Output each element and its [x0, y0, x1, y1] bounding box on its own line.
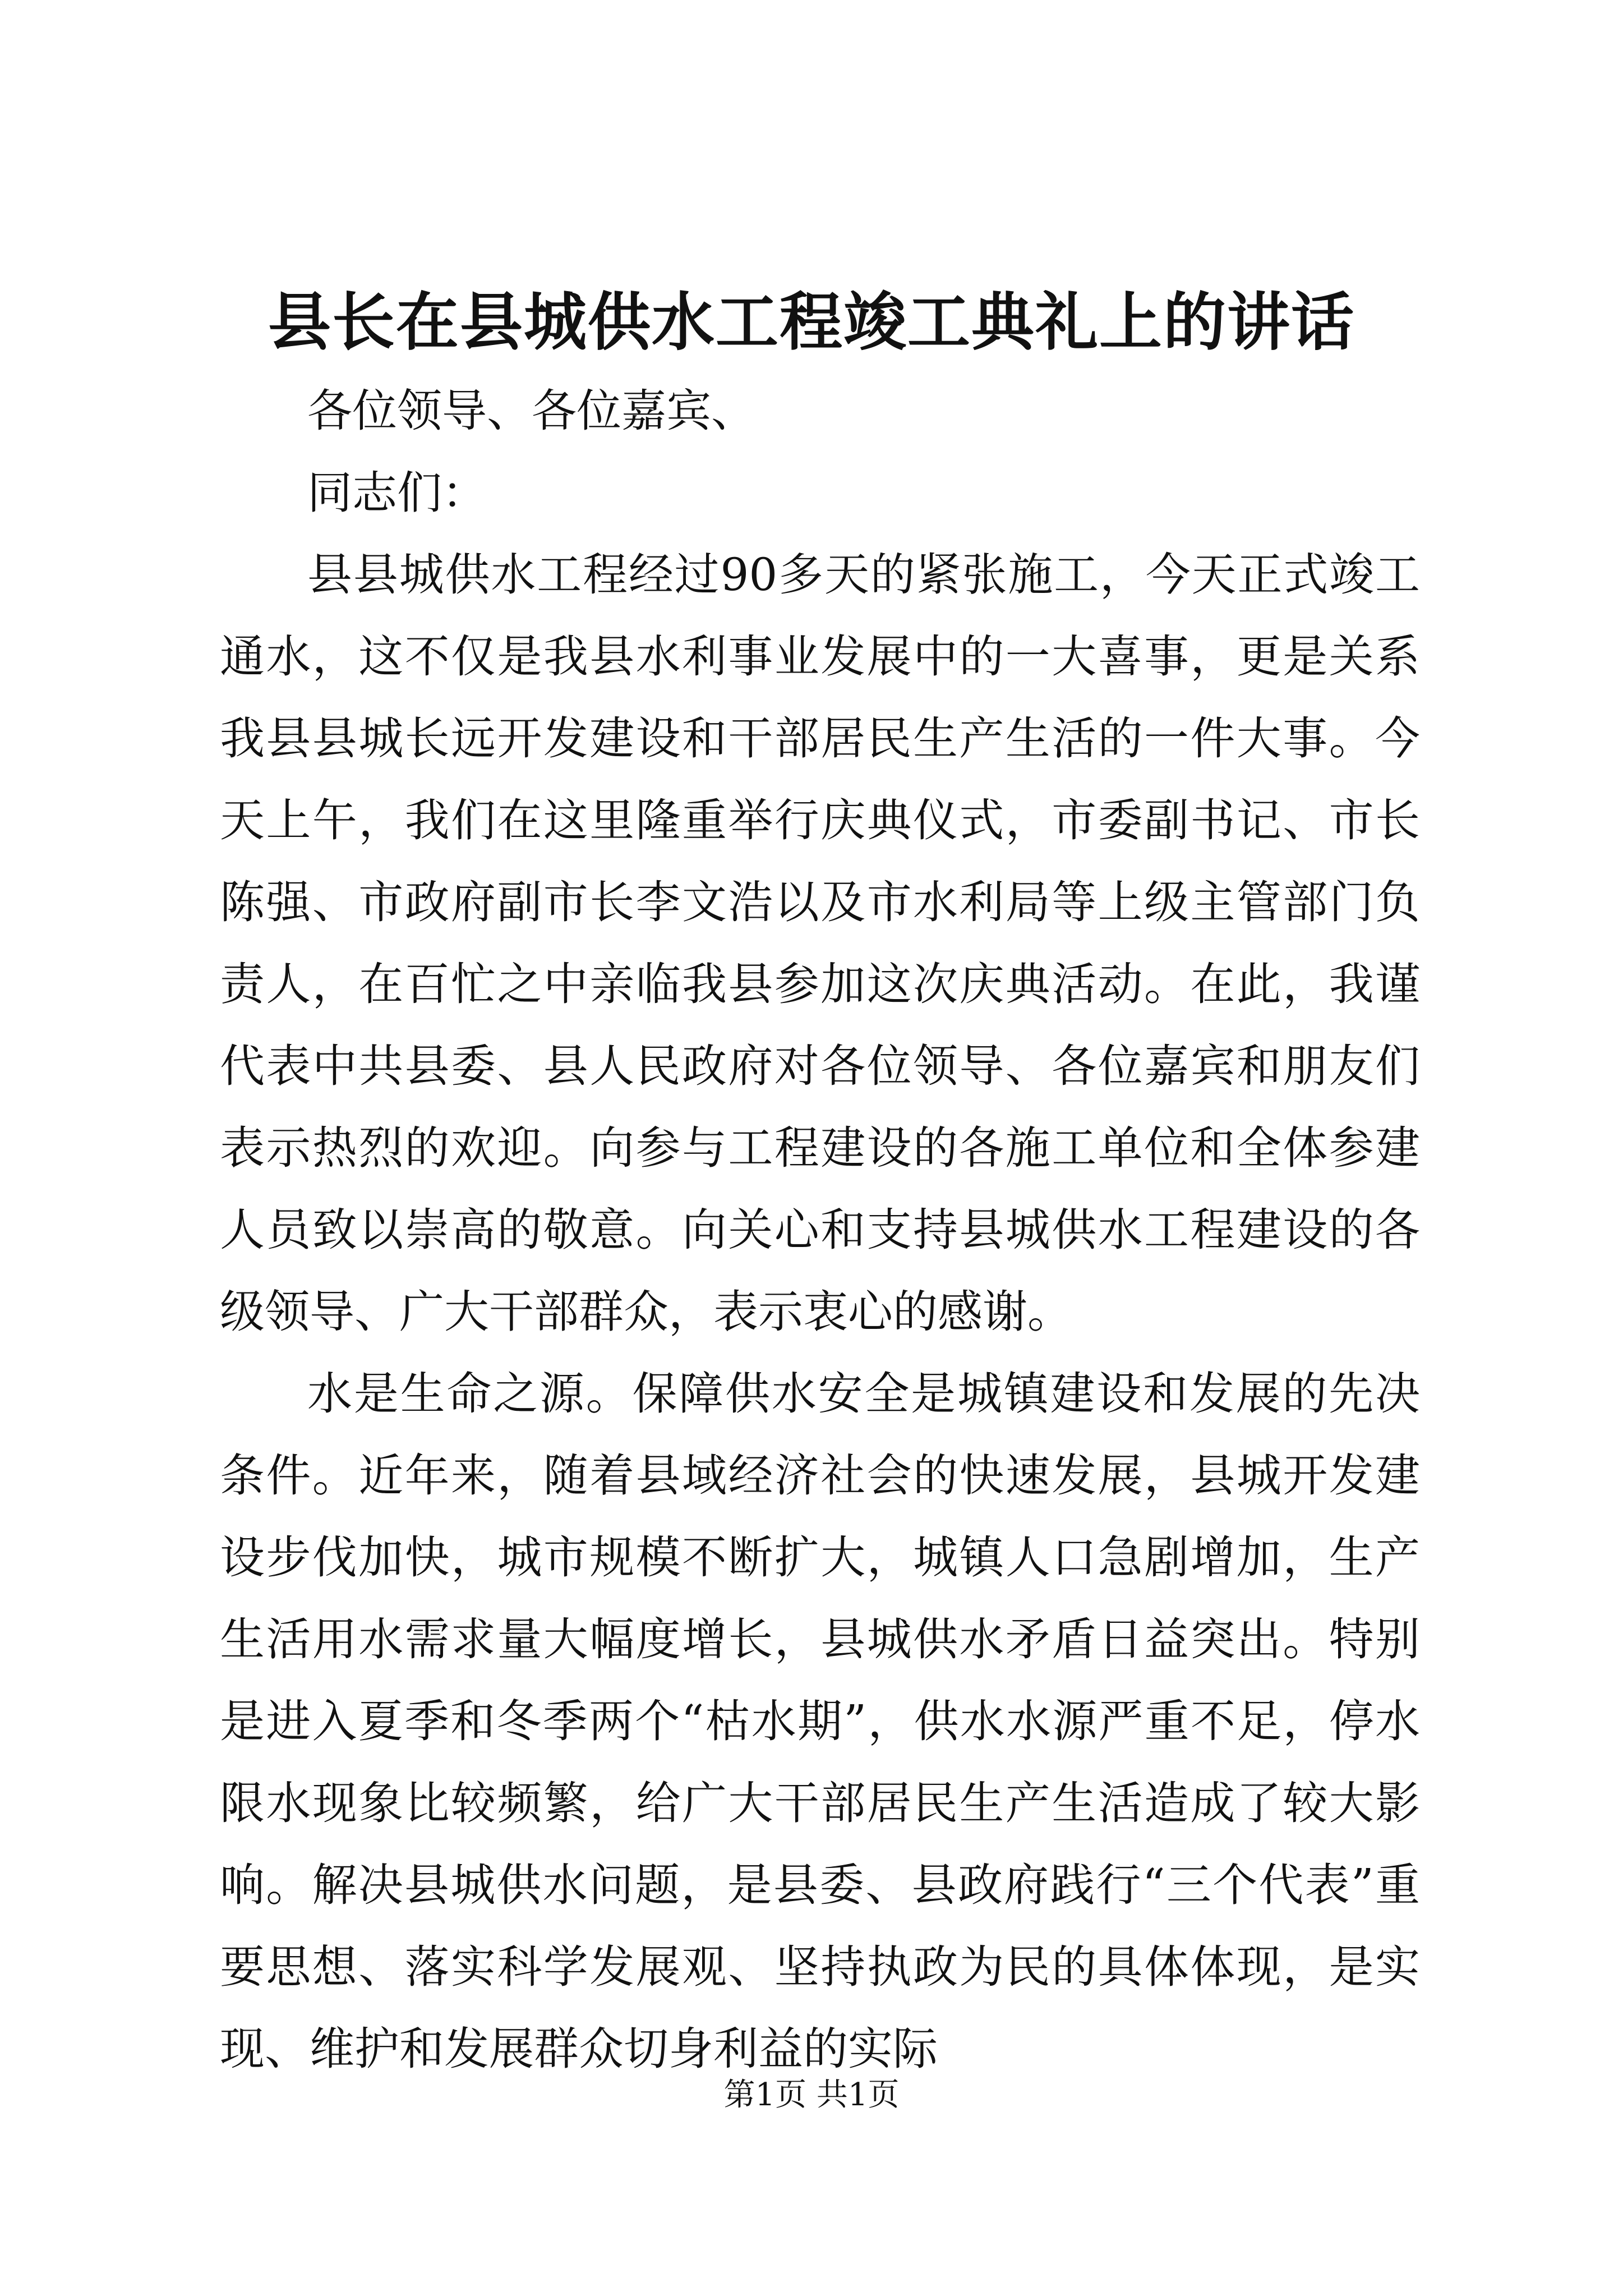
paragraph-2: 水是生命之源。保障供水安全是城镇建设和发展的先决条件。近年来，随着县域经济社会的快速发展，县城开发建设步伐加快，城市规模不断扩大，城镇人口急剧增加，生产生活用水需求量大幅度增长，县城供水矛盾日益突出。特别是进入夏季和冬季两个“枯水期”，供水水源严重不足，停水限水现象比较频繁，给广大干部居民生产生活造成了较大影响。解决县城供水问题，是县委、县政府践行“三个代表”重要思想、落实科学发展观、坚持执政为民的具体体现，是实现、维护和发展群众切身利益的实际	[220, 1368, 1420, 2075]
paragraph-1: 县县城供水工程经过90多天的紧张施工，今天正式竣工通水，这不仅是我县水利事业发展中的一大喜事，更是关系我县县城长远开发建设和干部居民生产生活的一件大事。今天上午，我们在这里隆重举行庆典仪式，市委副书记、市长陈强、市政府副市长李文浩以及市水利局等上级主管部门负责人，在百忙之中亲临我县参加这次庆典活动。在此，我谨代表中共县委、县人民政府对各位领导、各位嘉宾和朋友们表示热烈的欢迎。向参与工程建设的各施工单位和全体参建人员致以崇高的敬意。向关心和支持县城供水工程建设的各级领导、广大干部群众，表示衷心的感谢。	[220, 549, 1420, 1338]
document-body	[220, 370, 1420, 2090]
salutation-line-1: 各位领导、各位嘉宾、	[307, 385, 756, 437]
salutation-line-2: 同志们：	[307, 467, 487, 519]
page-footer: 第1页 共1页	[723, 2077, 900, 2113]
page-title: 县长在县城供水工程竣工典礼上的讲话	[268, 286, 1355, 359]
